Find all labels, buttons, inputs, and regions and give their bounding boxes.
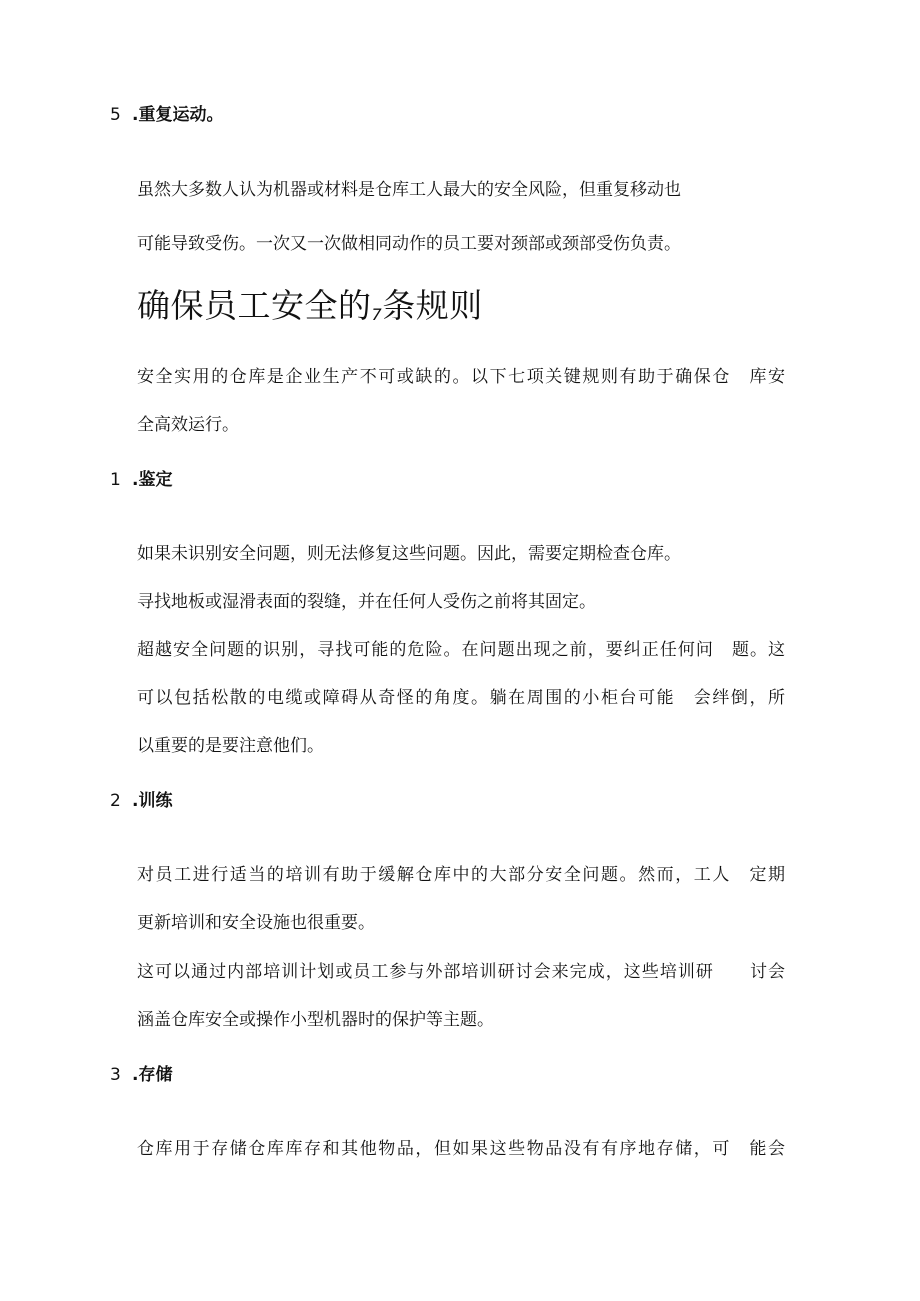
intro-line-2: 全高效运行。 (137, 415, 239, 435)
section-5-number: 5 (110, 105, 121, 125)
section-5-label: .重复运动。 (132, 105, 224, 125)
section-5-paragraph-line-1: 虽然大多数人认为机器或材料是仓库工人最大的安全风险，但重复移动也 (137, 180, 681, 200)
section-5-paragraph-line-2: 可能导致受伤。一次又一次做相同动作的员工要对颈部或颈部受伤负责。 (137, 234, 681, 254)
section-1-line-2: 寻找地板或湿滑表面的裂缝，并在任何人受伤之前将其固定。 (137, 592, 596, 612)
section-2-line-3: 这可以通过内部培训计划或员工参与外部培训研讨会来完成，这些培训研 讨会 (137, 962, 785, 982)
page-title (137, 284, 483, 337)
section-1-line-4: 可以包括松散的电缆或障碍从奇怪的角度。躺在周围的小柜台可能 会绊倒，所 (137, 688, 785, 708)
section-1-label: .鉴定 (132, 470, 173, 490)
section-3-label: .存储 (132, 1065, 173, 1085)
section-3-line-1: 仓库用于存储仓库库存和其他物品，但如果这些物品没有有序地存储，可 能会 (137, 1139, 785, 1159)
page-title-part-2: 条规则 (382, 286, 483, 325)
section-2-line-2: 更新培训和安全设施也很重要。 (137, 913, 375, 933)
page-title-part-1: 确保员工安全的 (137, 286, 372, 325)
section-1-line-1: 如果未识别安全问题，则无法修复这些问题。因此，需要定期检查仓库。 (137, 544, 681, 564)
section-1-heading (110, 469, 172, 491)
intro-line-1: 安全实用的仓库是企业生产不可或缺的。以下七项关键规则有助于确保仓 库安 (137, 367, 785, 387)
section-2-number: 2 (110, 791, 121, 811)
section-2-line-4: 涵盖仓库安全或操作小型机器时的保护等主题。 (137, 1010, 494, 1030)
section-1-line-3: 超越安全问题的识别，寻找可能的危险。在问题出现之前，要纠正任何问 题。这 (137, 640, 785, 660)
section-3-heading (110, 1064, 172, 1086)
section-2-label: .训练 (132, 791, 173, 811)
section-3-number: 3 (110, 1065, 121, 1085)
page-title-seven: 7 (371, 305, 383, 324)
section-1-line-5: 以重要的是要注意他们。 (137, 736, 324, 756)
section-2-heading (110, 790, 172, 812)
section-5-heading (110, 104, 223, 126)
section-1-number: 1 (110, 470, 121, 490)
section-2-line-1: 对员工进行适当的培训有助于缓解仓库中的大部分安全问题。然而，工人 定期 (137, 865, 785, 885)
